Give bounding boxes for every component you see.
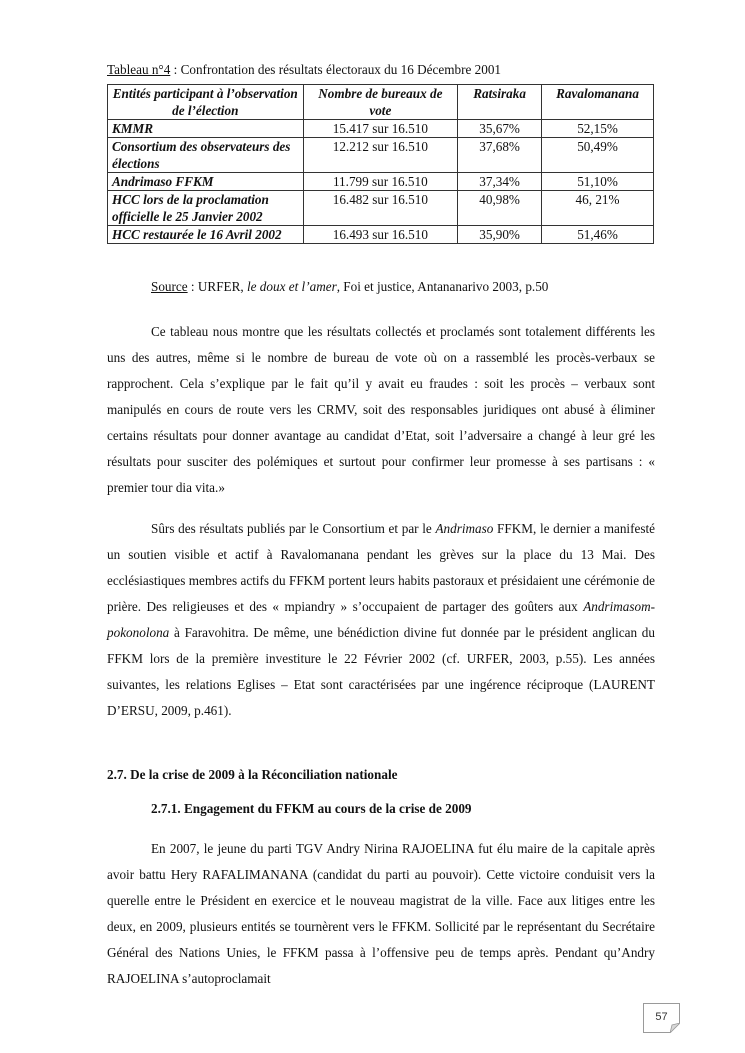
p2-part-a: Sûrs des résultats publiés par le Consortium et par le	[151, 521, 436, 536]
source-book-title: le doux et l’amer	[246, 279, 337, 294]
p2-andrimaso: Andrimaso	[435, 521, 494, 536]
header-polling-stations: Nombre de bureaux de vote	[303, 85, 458, 120]
cell-polling-stations: 16.482 sur 16.510	[303, 191, 458, 226]
cell-ratsiraka: 37,34%	[458, 173, 542, 191]
cell-polling-stations: 11.799 sur 16.510	[303, 173, 458, 191]
table-caption	[107, 62, 501, 78]
cell-ratsiraka: 37,68%	[458, 138, 542, 173]
paragraph-crisis-2009: En 2007, le jeune du parti TGV Andry Nirina RAJOELINA fut élu maire de la capitale après avoir battu Hery RAFALIMANANA (candidat du parti au pouvoir). Cette victoire conduisit vers la querelle entre le Président en exercice et le nouveau magistrat de la ville. Face aux litiges entre les deux, en 2009, plusieurs entités se tournèrent vers le FFKM. Sollicité par le représentant du Secrétaire Général des Nations Unies, le FFKM passa à l’offensive peu de temps après. Pendant qu’Andry RAJOELINA s’autoproclamait	[107, 841, 655, 986]
table-source	[151, 279, 548, 295]
source-text-2: , Foi et justice, Antananarivo 2003, p.50	[336, 279, 549, 294]
cell-entity: HCC lors de la proclamation officielle le 25 Janvier 2002	[108, 191, 304, 226]
cell-ravalomanana: 52,15%	[542, 120, 654, 138]
table-caption-label: Tableau n°4	[107, 62, 171, 77]
page-number-box	[643, 1003, 680, 1033]
cell-entity: HCC restaurée le 16 Avril 2002	[108, 226, 304, 244]
table-caption-text: : Confrontation des résultats électoraux du 16 Décembre 2001	[170, 62, 502, 77]
cell-entity: KMMR	[108, 120, 304, 138]
table-row	[108, 138, 654, 173]
results-table	[107, 84, 654, 244]
header-entities: Entités participant à l’observation de l’élection	[108, 85, 304, 120]
cell-ratsiraka: 35,67%	[458, 120, 542, 138]
cell-ratsiraka: 35,90%	[458, 226, 542, 244]
table-header-row	[108, 85, 654, 120]
cell-ravalomanana: 51,46%	[542, 226, 654, 244]
table-row	[108, 120, 654, 138]
table-row	[108, 173, 654, 191]
table-row	[108, 191, 654, 226]
cell-entity: Andrimaso FFKM	[108, 173, 304, 191]
source-label: Source	[151, 279, 188, 294]
cell-ratsiraka: 40,98%	[458, 191, 542, 226]
source-text-1: : URFER,	[187, 279, 247, 294]
p2-part-c: FFKM, le dernier a manifesté un soutien visible et actif à Ravalomanana pendant les grèves sur la place du 13 Mai. Des ecclésiastiques membres actifs du FFKM portent leurs habits pastoraux et présidaient une cérémonie de prière. Des religieuses et des « mpiandry » s’occupaient de partager des goûters aux	[107, 521, 655, 614]
cell-polling-stations: 15.417 sur 16.510	[303, 120, 458, 138]
section-heading-2-7: 2.7. De la crise de 2009 à la Réconciliation nationale	[107, 767, 398, 782]
p2-andrimasom-pokonolona: Andrimasom-pokonolona	[107, 599, 655, 640]
paragraph-ffkm-support	[107, 516, 655, 724]
table-row	[108, 226, 654, 244]
cell-entity: Consortium des observateurs des élections	[108, 138, 304, 173]
header-ravalomanana: Ravalomanana	[542, 85, 654, 120]
cell-polling-stations: 16.493 sur 16.510	[303, 226, 458, 244]
header-ratsiraka: Ratsiraka	[458, 85, 542, 120]
cell-ravalomanana: 51,10%	[542, 173, 654, 191]
paragraph-table-analysis: Ce tableau nous montre que les résultats collectés et proclamés sont totalement différents les uns des autres, même si le nombre de bureau de vote où on a rassemblé les procès-verbaux se rapprochent. Cela s’explique par le fait qu’il y avait eu fraudes : soit les procès – verbaux sont manipulés en cours de route vers les CRMV, soit des responsables juridiques ont abusé à éliminer certains résultats pour donner avantage au candidat d’Etat, soit l’adversaire a changé à leur gré les résultats pour susciter des polémiques et surtout pour confirmer leur promesse à ses partisans : « premier tour dia vita.»	[107, 324, 655, 495]
subsection-heading-2-7-1: 2.7.1. Engagement du FFKM au cours de la crise de 2009	[151, 801, 472, 816]
cell-ravalomanana: 46, 21%	[542, 191, 654, 226]
cell-ravalomanana: 50,49%	[542, 138, 654, 173]
cell-polling-stations: 12.212 sur 16.510	[303, 138, 458, 173]
page-curl-icon	[670, 1023, 680, 1033]
page-number: 57	[655, 1011, 668, 1023]
p2-part-e: à Faravohitra. De même, une bénédiction divine fut donnée par le président anglican du FFKM lors de la première investiture le 22 Février 2002 (cf. URFER, 2003, p.55). Les années suivantes, les relations Eglises – Etat sont caractérisées par une ingérence réciproque (LAURENT D’ERSU, 2009, p.461).	[107, 625, 655, 718]
